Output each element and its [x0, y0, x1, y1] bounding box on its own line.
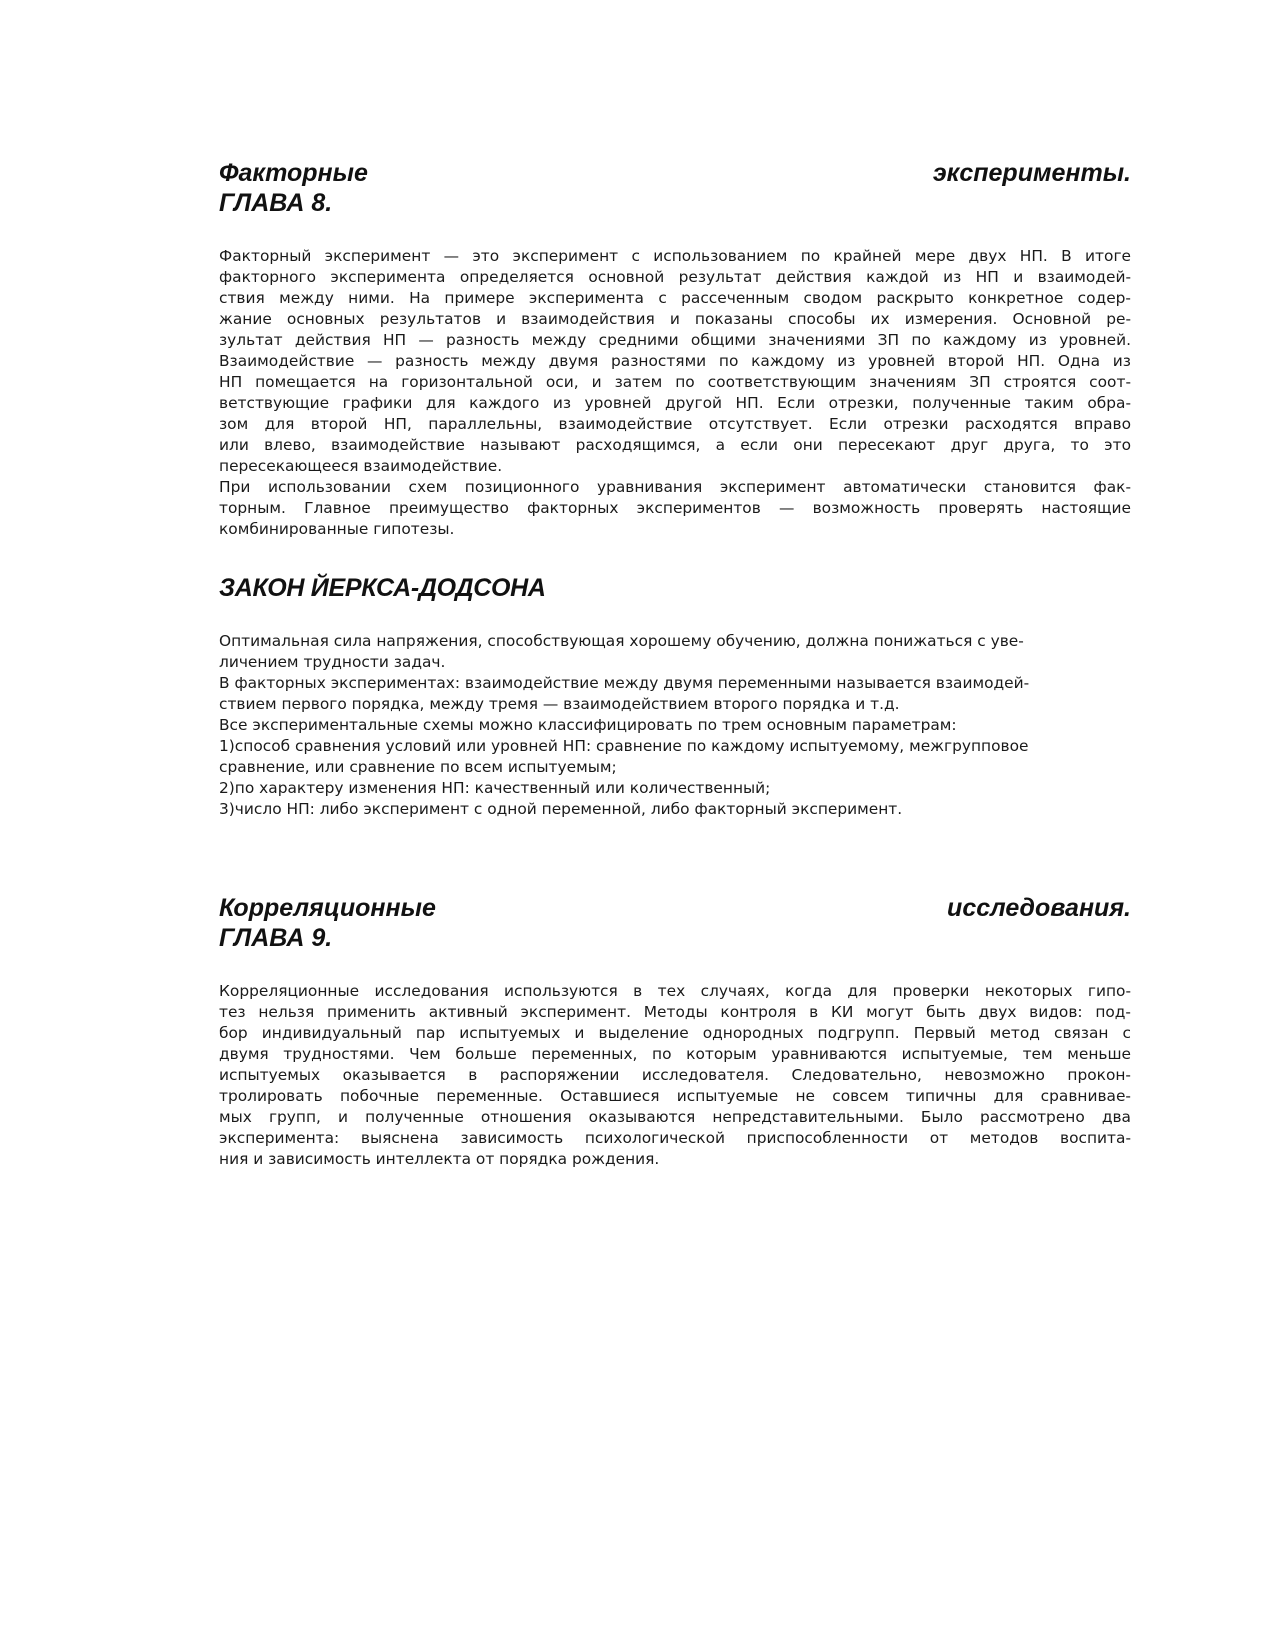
text-line: ствия между ними. На примере эксперимента с рассеченным сводом раскрыто конкретное содер- — [219, 289, 1131, 307]
text-line: Факторный эксперимент — это эксперимент с использованием по крайней мере двух НП. В итоге — [219, 247, 1131, 265]
text-line: 2)по характеру изменения НП: качественный или количественный; — [219, 779, 771, 797]
text-line: При использовании схем позиционного уравнивания эксперимент автоматически становится фак- — [219, 478, 1131, 496]
chapter-9-paragraph — [219, 981, 1131, 1170]
law-paragraph — [219, 631, 1131, 820]
text-line: НП помещается на горизонтальной оси, и затем по соответствующим значениям ЗП строятся соот- — [219, 373, 1131, 391]
text-line: эксперимента: выяснена зависимость психологической приспособленности от методов воспита- — [219, 1129, 1131, 1147]
text-line: пересекающееся взаимодействие. — [219, 457, 503, 475]
chapter-8-title-left: Факторные — [219, 159, 368, 187]
text-line: Корреляционные исследования используются в тех случаях, когда для проверки некоторых гипо- — [219, 982, 1131, 1000]
text-line: 1)способ сравнения условий или уровней НП: сравнение по каждому испытуемому, межгрупповое — [219, 737, 1029, 755]
text-line: комбинированные гипотезы. — [219, 520, 455, 538]
chapter-9-label: ГЛАВА 9. — [219, 924, 333, 952]
chapter-8-label: ГЛАВА 8. — [219, 189, 333, 217]
text-line: Все экспериментальные схемы можно классифицировать по трем основным параметрам: — [219, 716, 957, 734]
text-line: 3)число НП: либо эксперимент с одной переменной, либо факторный эксперимент. — [219, 800, 903, 818]
chapter-8-title-right: эксперименты. — [932, 159, 1131, 187]
chapter-9-heading — [219, 893, 1131, 953]
text-line: В факторных экспериментах: взаимодействие между двумя переменными называется взаимодей- — [219, 674, 1030, 692]
text-line: Взаимодействие — разность между двумя разностями по каждому из уровней второй НП. Одна из — [219, 352, 1131, 370]
text-line: Оптимальная сила напряжения, способствующая хорошему обучению, должна понижаться с уве- — [219, 632, 1024, 650]
chapter-8-paragraph-1 — [219, 246, 1131, 477]
text-line: тролировать побочные переменные. Оставшиеся испытуемые не совсем типичны для сравнивае- — [219, 1087, 1131, 1105]
text-line: личением трудности задач. — [219, 653, 446, 671]
text-line: торным. Главное преимущество факторных экспериментов — возможность проверять настоящие — [219, 499, 1131, 517]
text-line: жание основных результатов и взаимодействия и показаны способы их измерения. Основной ре- — [219, 310, 1131, 328]
text-line: зультат действия НП — разность между средними общими значениями ЗП по каждому из уровней. — [219, 331, 1131, 349]
text-line: тез нельзя применить активный эксперимент. Методы контроля в КИ могут быть двух видов: под- — [219, 1003, 1131, 1021]
text-line: бор индивидуальный пар испытуемых и выделение однородных подгрупп. Первый метод связан с — [219, 1024, 1131, 1042]
law-heading: ЗАКОН ЙЕРКСА-ДОДСОНА — [219, 574, 546, 602]
text-line: сравнение, или сравнение по всем испытуемым; — [219, 758, 617, 776]
text-line: факторного эксперимента определяется основной результат действия каждой из НП и взаимодей- — [219, 268, 1131, 286]
text-line: ствием первого порядка, между тремя — взаимодействием второго порядка и т.д. — [219, 695, 900, 713]
chapter-8-heading — [219, 158, 1131, 218]
chapter-9-title-right: исследования. — [947, 894, 1131, 922]
text-line: испытуемых оказывается в распоряжении исследователя. Следовательно, невозможно прокон- — [219, 1066, 1131, 1084]
chapter-9-title-left: Корреляционные — [219, 894, 436, 922]
text-line: ветствующие графики для каждого из уровней другой НП. Если отрезки, полученные таким обра- — [219, 394, 1131, 412]
text-line: или влево, взаимодействие называют расходящимся, а если они пересекают друг друга, то это — [219, 436, 1131, 454]
text-line: двумя трудностями. Чем больше переменных, по которым уравниваются испытуемые, тем меньше — [219, 1045, 1131, 1063]
text-line: мых групп, и полученные отношения оказываются непредставительными. Было рассмотрено два — [219, 1108, 1131, 1126]
text-line: зом для второй НП, параллельны, взаимодействие отсутствует. Если отрезки расходятся вправо — [219, 415, 1131, 433]
text-line: ния и зависимость интеллекта от порядка рождения. — [219, 1150, 660, 1168]
chapter-8-paragraph-2 — [219, 477, 1131, 540]
